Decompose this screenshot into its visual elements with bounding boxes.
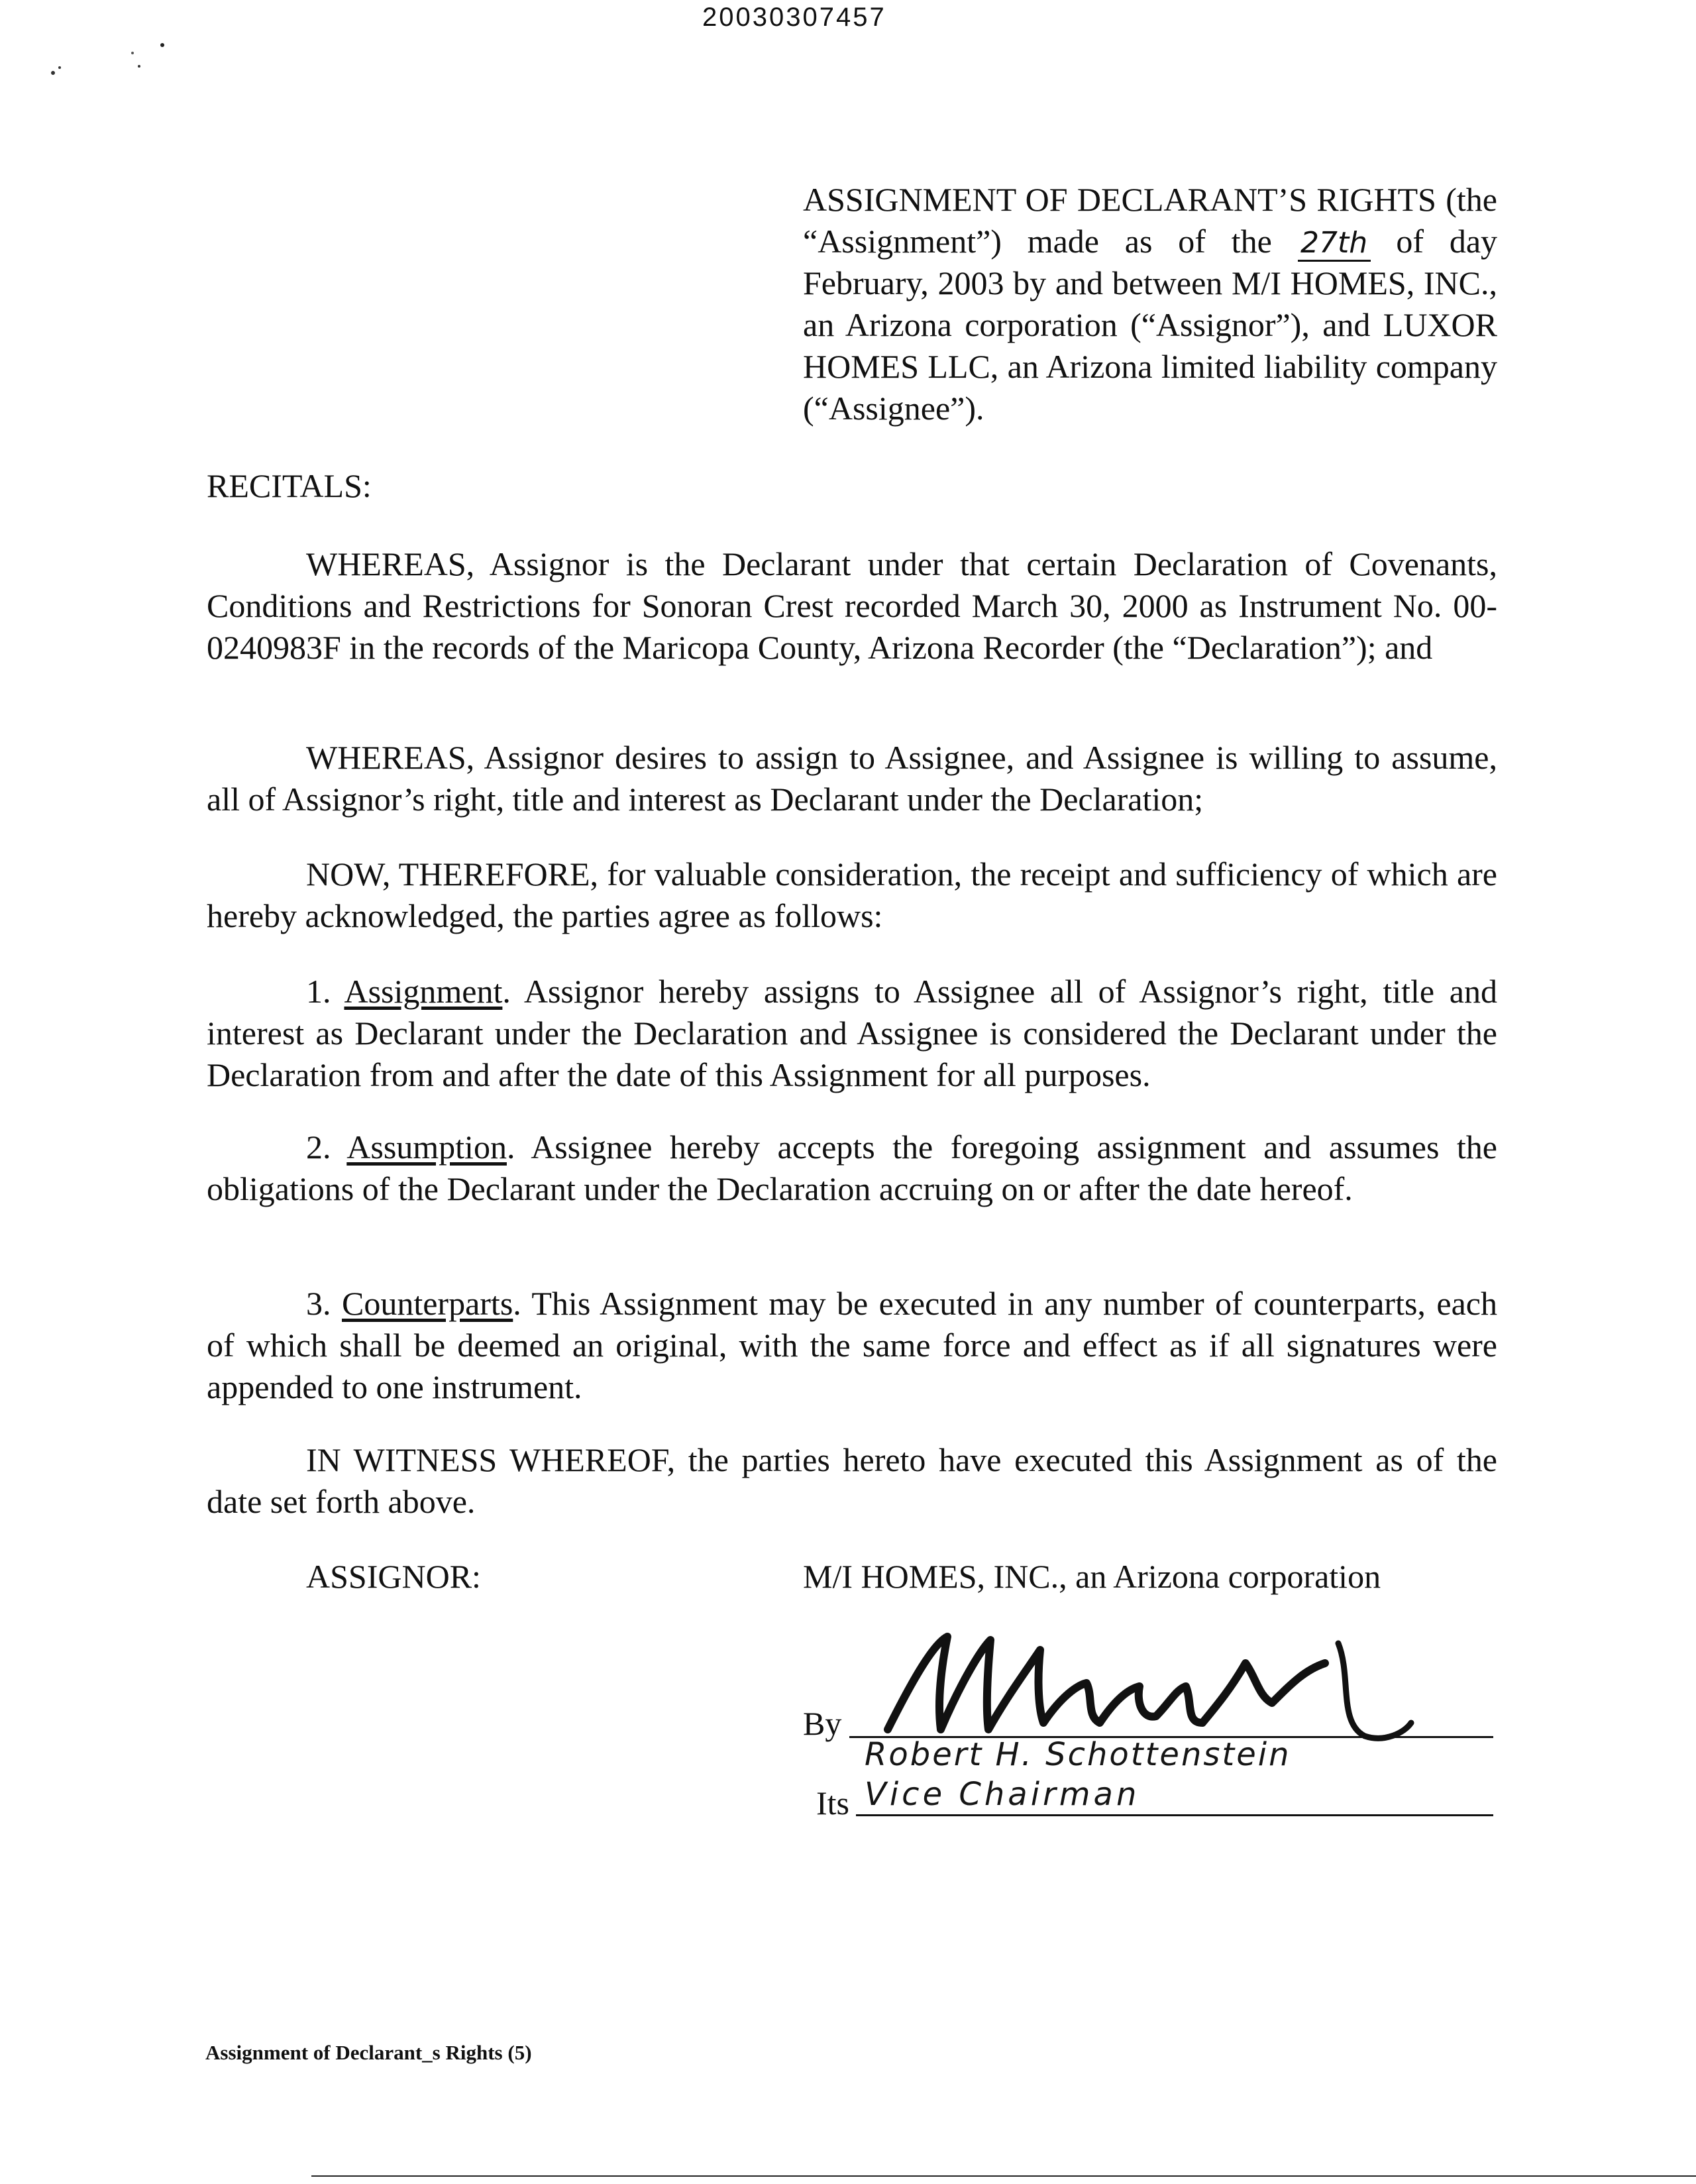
handwritten-signer-name: Robert H. Schottenstein <box>865 1736 1291 1773</box>
section-3-text: This Assignment may be executed in any number of counterparts, each of which shall be deemed an original, with the same force and effect as if all signatures were appended to one instrument. <box>207 1285 1497 1405</box>
handwritten-signer-title: Vice Chairman <box>865 1776 1140 1813</box>
in-witness-text: IN WITNESS WHEREOF, the parties hereto have executed this Assignment as of the date set forth above. <box>207 1441 1497 1520</box>
section-1-heading: Assignment <box>344 973 503 1010</box>
by-label: By <box>803 1705 842 1742</box>
section-3: 3. Counterparts. This Assignment may be executed in any number of counterparts, each of which shall be deemed an original, with the same force and effect as if all signatures were appended to one instrument. <box>207 1285 1497 1405</box>
now-therefore-paragraph <box>207 853 1497 937</box>
section-3-number: 3. <box>306 1285 331 1322</box>
section-1: 1. Assignment. Assignor hereby assigns to Assignee all of Assignor’s right, title and interest as Declarant under the Declaration and Assignee is considered the Declarant under the Declaration from and after the date of this Assignment for all purposes. <box>207 973 1497 1093</box>
section-1-number: 1. <box>306 973 331 1010</box>
scan-specks <box>40 40 186 93</box>
section-2-number: 2. <box>306 1128 331 1166</box>
title-block <box>803 179 1497 429</box>
bottom-rule <box>311 2175 1696 2177</box>
document-number: 20030307457 <box>702 3 886 32</box>
recitals-heading: RECITALS: <box>207 467 372 504</box>
section-2-text: Assignee hereby accepts the foregoing assignment and assumes the obligations of the Declarant under the Declaration accruing on or after the date hereof. <box>207 1128 1498 1207</box>
footer-label: Assignment of Declarant_s Rights (5) <box>205 2041 532 2064</box>
its-label: Its <box>816 1784 849 1822</box>
section-3-heading: Counterparts <box>342 1285 513 1322</box>
in-witness-paragraph <box>207 1439 1497 1523</box>
assignor-label: ASSIGNOR: <box>306 1558 481 1595</box>
handwritten-day: 27th <box>1298 227 1371 262</box>
title-line-2: of day February, 2003 by and between M/I HOMES, INC., an Arizona corporation (“Assignor”), and LUXOR HOMES LLC, an Arizona limited liability company (“Assignee”). <box>803 223 1498 427</box>
title-line <box>856 1814 1493 1816</box>
assignor-entity: M/I HOMES, INC., an Arizona corporation <box>803 1558 1381 1595</box>
title-line-1: ASSIGNMENT OF DECLARANT’S RIGHTS (the “Assignment”) made as of the <box>803 181 1497 260</box>
whereas-paragraph-1 <box>207 543 1497 669</box>
section-1-text: Assignor hereby assigns to Assignee all of Assignor’s right, title and interest as Declarant under the Declaration and Assignee is considered the Declarant under the Declaration from and after the date of this Assignment for all purposes. <box>207 973 1497 1093</box>
handwritten-signature <box>874 1623 1418 1743</box>
whereas-2-text: WHEREAS, Assignor desires to assign to Assignee, and Assignee is willing to assume, all of Assignor’s right, title and interest as Declarant under the Declaration; <box>207 739 1497 818</box>
whereas-paragraph-2 <box>207 737 1497 820</box>
section-2: 2. Assumption. Assignee hereby accepts the foregoing assignment and assumes the obligations of the Declarant under the Declaration accruing on or after the date hereof. <box>207 1128 1498 1207</box>
section-2-heading: Assumption <box>346 1128 507 1166</box>
whereas-1-text: WHEREAS, Assignor is the Declarant under that certain Declaration of Covenants, Conditions and Restrictions for Sonoran Crest recorded March 30, 2000 as Instrument No. 00-0240983F in the records of the Maricopa County, Arizona Recorder (the “Declaration”); and <box>207 545 1497 666</box>
now-therefore-text: NOW, THEREFORE, for valuable consideration, the receipt and sufficiency of which are hereby acknowledged, the parties agree as follows: <box>207 855 1497 934</box>
